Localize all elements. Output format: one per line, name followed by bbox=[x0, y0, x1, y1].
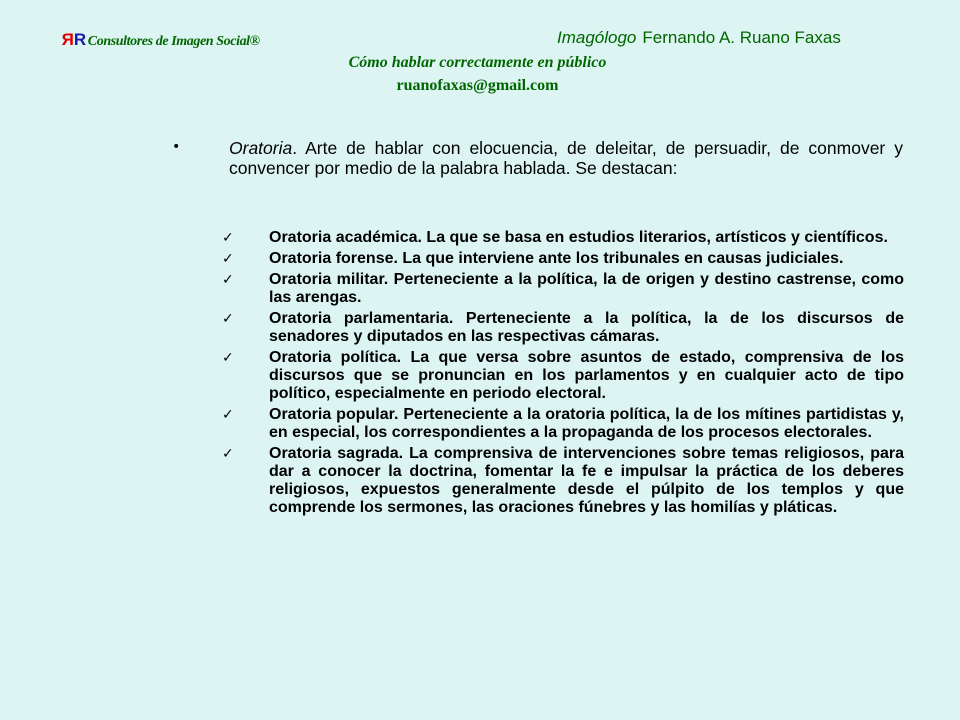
list-item bbox=[222, 310, 904, 346]
list-item-text: Oratoria política. La que versa sobre asuntos de estado, comprensiva de los discursos que se pronuncian en los parlamentos y en cualquier acto de tipo político, especialmente en periodo electoral. bbox=[269, 349, 904, 402]
list-item-text: Oratoria popular. Perteneciente a la oratoria política, la de los mítines partidistas y, en especial, los correspondientes a la propaganda de los procesos electorales. bbox=[269, 406, 904, 441]
logo-text: Consultores de Imagen Social® bbox=[87, 34, 260, 49]
logo-mark-r: R bbox=[73, 30, 86, 49]
checkmark-icon: ✓ bbox=[222, 272, 234, 288]
document-subtitle: Cómo hablar correctamente en público bbox=[348, 54, 607, 71]
author-role: Imagólogo bbox=[557, 28, 637, 47]
checkmark-icon: ✓ bbox=[222, 230, 234, 246]
author-name: Fernando A. Ruano Faxas bbox=[642, 28, 841, 47]
list-item bbox=[222, 271, 904, 307]
oratoria-definition-text: . Arte de hablar con elocuencia, de deleitar, de persuadir, de conmover y convencer por medio de la palabra hablada. Se destacan: bbox=[229, 138, 903, 178]
list-item bbox=[222, 250, 904, 268]
checkmark-icon: ✓ bbox=[222, 311, 234, 327]
checkmark-icon: ✓ bbox=[222, 251, 234, 267]
list-item-text: Oratoria forense. La que interviene ante los tribunales en causas judiciales. bbox=[269, 250, 844, 267]
list-item bbox=[222, 349, 904, 403]
checkmark-icon: ✓ bbox=[222, 407, 234, 423]
author-line bbox=[557, 28, 841, 48]
checkmark-icon: ✓ bbox=[222, 446, 234, 462]
company-logo bbox=[62, 30, 260, 50]
contact-email: ruanofaxas@gmail.com bbox=[396, 77, 559, 94]
list-item bbox=[222, 406, 904, 442]
checkmark-icon: ✓ bbox=[222, 350, 234, 366]
list-item-text: Oratoria sagrada. La comprensiva de intervenciones sobre temas religiosos, para dar a conocer la doctrina, fomentar la fe e impulsar la práctica de los deberes religiosos, expuestos generalmente desde el púlpito de los templos y que comprende los sermones, las oraciones fúnebres y las homilías y pláticas. bbox=[269, 445, 904, 516]
oratoria-definition bbox=[229, 138, 903, 178]
oratoria-term: Oratoria bbox=[229, 138, 293, 158]
logo-mark-mirrored-r: R bbox=[62, 30, 74, 49]
list-item-text: Oratoria parlamentaria. Perteneciente a la política, la de los discursos de senadores y diputados en las respectivas cámaras. bbox=[269, 310, 904, 345]
list-item-text: Oratoria militar. Perteneciente a la política, la de origen y destino castrense, como las arengas. bbox=[269, 271, 904, 306]
main-bullet-icon: • bbox=[172, 139, 181, 155]
list-item bbox=[222, 229, 904, 247]
oratoria-types-list bbox=[222, 229, 904, 520]
list-item bbox=[222, 445, 904, 517]
list-item-text: Oratoria académica. La que se basa en estudios literarios, artísticos y científicos. bbox=[269, 229, 888, 246]
